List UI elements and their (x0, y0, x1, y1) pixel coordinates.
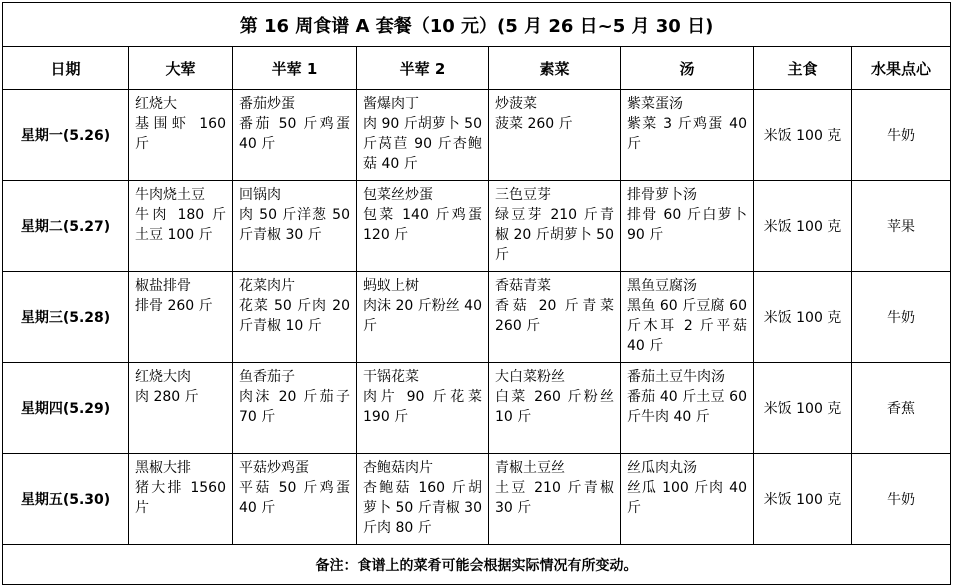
staple-cell: 米饭 100 克 (754, 272, 852, 363)
dish-name: 牛肉烧土豆 (135, 187, 205, 203)
dish-name: 丝瓜肉丸汤 (627, 460, 697, 476)
day-cell: 星期一(5.26) (3, 90, 129, 181)
header-date: 日期 (3, 47, 129, 90)
soup-cell (621, 454, 754, 545)
dish-ingredients: 平菇 50 斤鸡蛋 40 斤 (239, 480, 350, 516)
header-row (3, 47, 951, 90)
soup-cell (621, 181, 754, 272)
table-row (3, 90, 951, 181)
dish-name: 蚂蚁上树 (363, 278, 419, 294)
day-cell: 星期五(5.30) (3, 454, 129, 545)
dish-ingredients: 番茄 40 斤土豆 60 斤牛肉 40 斤 (627, 389, 747, 425)
dish-name: 平菇炒鸡蛋 (239, 460, 309, 476)
dish-ingredients: 排骨 260 斤 (135, 298, 213, 314)
vegetable-cell (489, 363, 621, 454)
half-meat-1-cell (233, 90, 357, 181)
fruit-snack-cell: 牛奶 (852, 272, 951, 363)
menu-note: 备注：食谱上的菜肴可能会根据实际情况有所变动。 (3, 545, 951, 585)
dish-ingredients: 番茄 50 斤鸡蛋 40 斤 (239, 116, 350, 152)
staple-cell: 米饭 100 克 (754, 90, 852, 181)
dish-name: 鱼香茄子 (239, 369, 295, 385)
dish-ingredients: 肉 90 斤胡萝卜 50 斤莴苣 90 斤杏鲍菇 40 斤 (363, 116, 482, 172)
dish-ingredients: 基围虾 160 斤 (135, 116, 226, 152)
staple-cell: 米饭 100 克 (754, 363, 852, 454)
dish-name: 青椒土豆丝 (495, 460, 565, 476)
half-meat-2-cell (357, 363, 489, 454)
dish-name: 干锅花菜 (363, 369, 419, 385)
dish-ingredients: 绿豆芽 210 斤青椒 20 斤胡萝卜 50 斤 (495, 207, 614, 263)
fruit-snack-cell: 苹果 (852, 181, 951, 272)
dish-name: 椒盐排骨 (135, 278, 191, 294)
dish-ingredients: 肉沫 20 斤茄子 70 斤 (239, 389, 350, 425)
dish-ingredients: 丝瓜 100 斤肉 40 斤 (627, 480, 747, 516)
dish-ingredients: 紫菜 3 斤鸡蛋 40 斤 (627, 116, 747, 152)
header-vegetable: 素菜 (489, 47, 621, 90)
header-staple: 主食 (754, 47, 852, 90)
header-big-meat: 大荤 (129, 47, 233, 90)
header-half-meat-2: 半荤 2 (357, 47, 489, 90)
menu-title: 第 16 周食谱 A 套餐（10 元）(5 月 26 日~5 月 30 日) (3, 3, 951, 47)
dish-name: 花菜肉片 (239, 278, 295, 294)
dish-ingredients: 土豆 210 斤青椒 30 斤 (495, 480, 614, 516)
vegetable-cell (489, 90, 621, 181)
half-meat-1-cell (233, 272, 357, 363)
dish-ingredients: 黑鱼 60 斤豆腐 60 斤木耳 2 斤平菇 40 斤 (627, 298, 747, 354)
dish-ingredients: 包菜 140 斤鸡蛋 120 斤 (363, 207, 482, 243)
dish-name: 黑椒大排 (135, 460, 191, 476)
half-meat-1-cell (233, 454, 357, 545)
dish-ingredients: 花菜 50 斤肉 20 斤青椒 10 斤 (239, 298, 350, 334)
half-meat-1-cell (233, 181, 357, 272)
dish-ingredients: 菠菜 260 斤 (495, 116, 573, 132)
dish-ingredients: 猪大排 1560 片 (135, 480, 226, 516)
soup-cell (621, 90, 754, 181)
half-meat-2-cell (357, 272, 489, 363)
vegetable-cell (489, 454, 621, 545)
half-meat-1-cell (233, 363, 357, 454)
dish-ingredients: 肉 280 斤 (135, 389, 199, 405)
soup-cell (621, 272, 754, 363)
dish-ingredients: 排骨 60 斤白萝卜 90 斤 (627, 207, 747, 243)
big-meat-cell (129, 181, 233, 272)
header-soup: 汤 (621, 47, 754, 90)
dish-name: 回锅肉 (239, 187, 281, 203)
dish-ingredients: 杏鲍菇 160 斤胡萝卜 50 斤青椒 30 斤肉 80 斤 (363, 480, 482, 536)
dish-ingredients: 肉片 90 斤花菜 190 斤 (363, 389, 482, 425)
fruit-snack-cell: 牛奶 (852, 454, 951, 545)
dish-name: 红烧大肉 (135, 369, 191, 385)
staple-cell: 米饭 100 克 (754, 181, 852, 272)
dish-name: 大白菜粉丝 (495, 369, 565, 385)
dish-name: 包菜丝炒蛋 (363, 187, 433, 203)
header-fruit-snack: 水果点心 (852, 47, 951, 90)
dish-name: 三色豆芽 (495, 187, 551, 203)
dish-ingredients: 肉沫 20 斤粉丝 40 斤 (363, 298, 482, 334)
big-meat-cell (129, 272, 233, 363)
staple-cell: 米饭 100 克 (754, 454, 852, 545)
dish-name: 番茄土豆牛肉汤 (627, 369, 725, 385)
dish-ingredients: 肉 50 斤洋葱 50 斤青椒 30 斤 (239, 207, 350, 243)
fruit-snack-cell: 牛奶 (852, 90, 951, 181)
half-meat-2-cell (357, 90, 489, 181)
header-half-meat-1: 半荤 1 (233, 47, 357, 90)
dish-name: 黑鱼豆腐汤 (627, 278, 697, 294)
dish-name: 红烧大 (135, 96, 177, 112)
day-cell: 星期四(5.29) (3, 363, 129, 454)
dish-name: 香菇青菜 (495, 278, 551, 294)
vegetable-cell (489, 272, 621, 363)
day-cell: 星期二(5.27) (3, 181, 129, 272)
vegetable-cell (489, 181, 621, 272)
dish-name: 番茄炒蛋 (239, 96, 295, 112)
dish-name: 杏鲍菇肉片 (363, 460, 433, 476)
dish-name: 炒菠菜 (495, 96, 537, 112)
big-meat-cell (129, 454, 233, 545)
table-row (3, 181, 951, 272)
table-row (3, 454, 951, 545)
dish-name: 酱爆肉丁 (363, 96, 419, 112)
big-meat-cell (129, 90, 233, 181)
dish-ingredients: 白菜 260 斤粉丝 10 斤 (495, 389, 614, 425)
soup-cell (621, 363, 754, 454)
fruit-snack-cell: 香蕉 (852, 363, 951, 454)
dish-name: 排骨萝卜汤 (627, 187, 697, 203)
day-cell: 星期三(5.28) (3, 272, 129, 363)
table-row (3, 272, 951, 363)
half-meat-2-cell (357, 181, 489, 272)
dish-name: 紫菜蛋汤 (627, 96, 683, 112)
big-meat-cell (129, 363, 233, 454)
dish-ingredients: 牛肉 180 斤土豆 100 斤 (135, 207, 226, 243)
half-meat-2-cell (357, 454, 489, 545)
table-row (3, 363, 951, 454)
dish-ingredients: 香菇 20 斤青菜 260 斤 (495, 298, 614, 334)
weekly-menu-table (2, 2, 951, 585)
